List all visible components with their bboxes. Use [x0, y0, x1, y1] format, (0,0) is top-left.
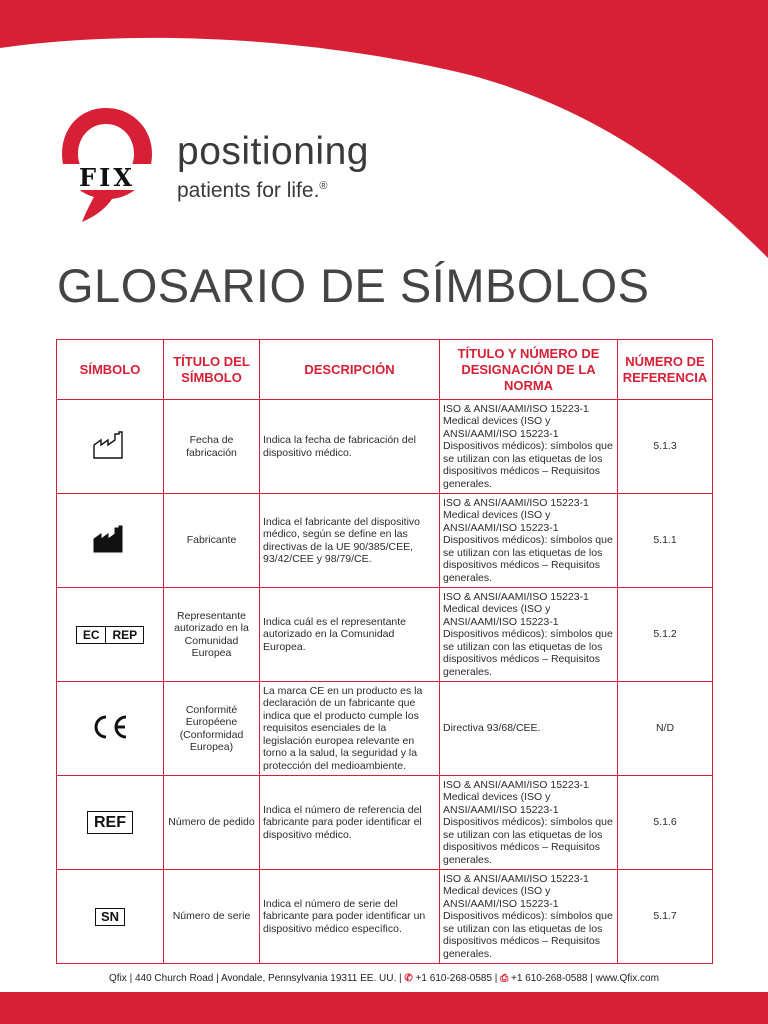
ec-rep-symbol — [76, 626, 144, 644]
footer-address: Qfix | 440 Church Road | Avondale, Pennsylvania 19311 EE. UU. | — [109, 973, 402, 984]
symbol-description: Indica cuál es el representante autorizado en la Comunidad Europea. — [260, 588, 440, 682]
symbol-title: Fabricante — [164, 494, 260, 588]
footer-contact — [0, 972, 768, 986]
symbol-title: Representante autorizado en la Comunidad Europea — [164, 588, 260, 682]
manufacturer-icon — [92, 524, 128, 554]
symbol-reference: N/D — [618, 682, 713, 776]
symbol-description: Indica el número de referencia del fabricante para poder identificar el dispositivo médico. — [260, 776, 440, 870]
ec-rep-symbol-left: EC — [82, 627, 100, 642]
symbol-description: Indica la fecha de fabricación del dispositivo médico. — [260, 400, 440, 494]
symbol-standard: ISO & ANSI/AAMI/ISO 15223-1 Medical devices (ISO y ANSI/AAMI/ISO 15223-1 Dispositivos médicos): símbolos que se utilizan con las etiquetas de los dispositivos médicos – Requisitos generales. — [440, 776, 618, 870]
symbol-cell — [57, 776, 164, 870]
header-description: DESCRIPCIÓN — [260, 340, 440, 400]
footer-phone: +1 610-268-0585 | — [415, 973, 498, 984]
symbol-standard: ISO & ANSI/AAMI/ISO 15223-1 Medical devices (ISO y ANSI/AAMI/ISO 15223-1 Dispositivos médicos): símbolos que se utilizan con las etiquetas de los dispositivos médicos – Requisitos generales. — [440, 400, 618, 494]
symbol-description: Indica el número de serie del fabricante para poder identificar un dispositivo médico específico. — [260, 870, 440, 964]
symbol-description: La marca CE en un producto es la declaración de un fabricante que indica que el producto cumple los requisitos esenciales de la legislación europea relevante en torno a la salud, la seguridad y la protección del medioambiente. — [260, 682, 440, 776]
symbol-standard: ISO & ANSI/AAMI/ISO 15223-1 Medical devices (ISO y ANSI/AAMI/ISO 15223-1 Dispositivos médicos): símbolos que se utilizan con las etiquetas de los dispositivos médicos – Requisitos generales. — [440, 588, 618, 682]
footer-fax: +1 610-268-0588 | — [510, 973, 593, 984]
page-title: GLOSARIO DE SÍMBOLOS — [57, 259, 650, 312]
table-row — [57, 870, 713, 964]
symbols-table — [56, 339, 713, 964]
symbol-cell — [57, 870, 164, 964]
header-title: TÍTULO DEL SÍMBOLO — [164, 340, 260, 400]
header-reference: NÚMERO DE REFERENCIA — [618, 340, 713, 400]
fax-icon: ⎙ — [500, 973, 509, 984]
brand-name: positioning — [177, 130, 369, 173]
table-row — [57, 494, 713, 588]
symbol-title: Conformité Européene (Conformidad Europea) — [164, 682, 260, 776]
ref-symbol: REF — [87, 811, 133, 834]
slogan-text: patients for life. — [177, 179, 320, 202]
table-header-row — [57, 340, 713, 400]
header-standard: TÍTULO Y NÚMERO DE DESIGNACIÓN DE LA NORMA — [440, 340, 618, 400]
symbol-standard: ISO & ANSI/AAMI/ISO 15223-1 Medical devices (ISO y ANSI/AAMI/ISO 15223-1 Dispositivos médicos): símbolos que se utilizan con las etiquetas de los dispositivos médicos – Requisitos generales. — [440, 494, 618, 588]
symbol-title: Número de pedido — [164, 776, 260, 870]
symbol-reference: 5.1.7 — [618, 870, 713, 964]
symbol-cell — [57, 400, 164, 494]
table-row — [57, 776, 713, 870]
symbol-reference: 5.1.2 — [618, 588, 713, 682]
symbol-cell — [57, 588, 164, 682]
symbol-reference: 5.1.3 — [618, 400, 713, 494]
footer-website[interactable]: www.Qfix.com — [595, 973, 659, 984]
table-row — [57, 682, 713, 776]
header-symbol: SÍMBOLO — [57, 340, 164, 400]
symbol-description: Indica el fabricante del dispositivo médico, según se define en las directivas de la UE 90/385/CEE, 93/42/CEE y 98/79/CE. — [260, 494, 440, 588]
ec-rep-symbol-right: REP — [105, 627, 143, 643]
registered-mark: ® — [319, 180, 328, 192]
brand-slogan — [177, 174, 369, 203]
table-row — [57, 400, 713, 494]
phone-icon: ✆ — [404, 973, 413, 984]
brand-tagline — [177, 132, 369, 203]
symbol-reference: 5.1.1 — [618, 494, 713, 588]
symbol-title: Fecha de fabricación — [164, 400, 260, 494]
symbol-cell — [57, 494, 164, 588]
table-row — [57, 588, 713, 682]
symbol-cell — [57, 682, 164, 776]
symbol-standard: Directiva 93/68/CEE. — [440, 682, 618, 776]
symbol-reference: 5.1.6 — [618, 776, 713, 870]
symbol-standard: ISO & ANSI/AAMI/ISO 15223-1 Medical devices (ISO y ANSI/AAMI/ISO 15223-1 Dispositivos médicos): símbolos que se utilizan con las etiquetas de los dispositivos médicos – Requisitos generales. — [440, 870, 618, 964]
logo-letters: FIX — [79, 163, 135, 192]
sn-symbol: SN — [95, 908, 125, 926]
qfix-logo — [56, 104, 156, 226]
symbol-title: Número de serie — [164, 870, 260, 964]
ce-mark-icon — [90, 713, 130, 741]
footer-red-bar — [0, 992, 768, 1024]
date-of-manufacture-icon — [92, 430, 128, 460]
